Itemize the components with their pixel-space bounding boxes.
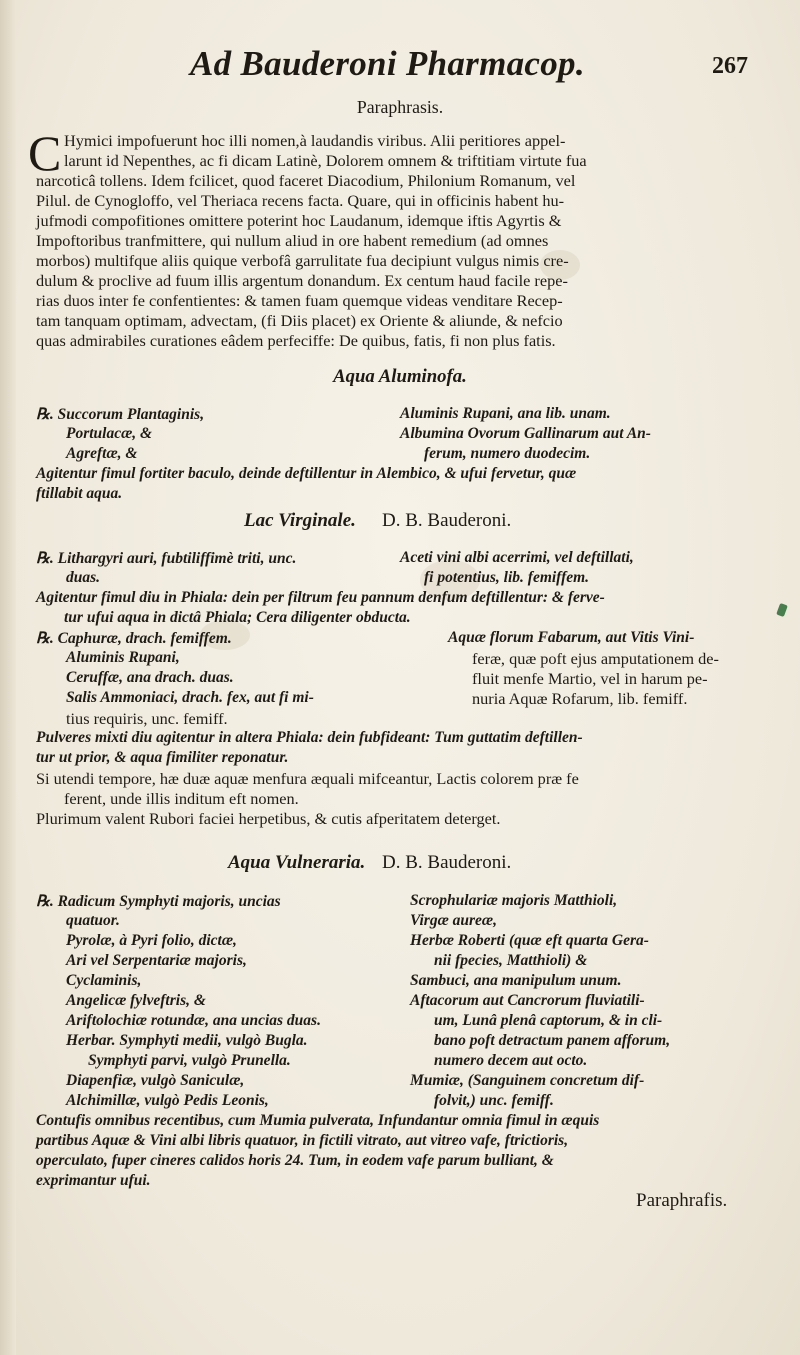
recipe-author: D. B. Bauderoni. xyxy=(382,852,512,873)
text-line: tam tanquam optimam, advectam, (fi Diis placet) ex Oriente & aliunde, & nefcio xyxy=(36,311,563,330)
ingredient-line: numero decem aut octo. xyxy=(434,1052,588,1069)
ingredient-line: Aftacorum aut Cancrorum fluviatili- xyxy=(410,992,645,1009)
text-line: dulum & proclive ad fuum illis argentum donandum. Ex centum haud facile repe- xyxy=(36,271,568,290)
text-line: Pilul. de Cynogloffo, vel Theriaca recens facta. Quare, qui in officinis habent hu- xyxy=(36,191,565,210)
section-heading-paraphrasis: Paraphrasis. xyxy=(356,97,444,117)
ingredient-line: fluit menfe Martio, vel in harum pe- xyxy=(472,669,708,688)
ingredient-line: Pyrolæ, à Pyri folio, dictæ, xyxy=(66,932,237,949)
ingredient-line: feræ, quæ poft ejus amputationem de- xyxy=(472,649,719,668)
ink-mark xyxy=(776,603,788,617)
ingredient-line: Mumiæ, (Sanguinem concretum dif- xyxy=(410,1072,645,1089)
ingredient-line: Alchimillæ, vulgò Pedis Leonis, xyxy=(66,1092,269,1109)
text-line: Plurimum valent Rubori faciei herpetibus, & cutis afperitatem deterget. xyxy=(36,809,501,828)
recipe-heading: Aqua Vulneraria. xyxy=(228,852,366,873)
ingredient-line: quatuor. xyxy=(66,912,120,929)
ingredient-line: Ariftolochiæ rotundæ, ana uncias duas. xyxy=(66,1012,321,1029)
ingredient-line: Herbæ Roberti (quæ eft quarta Gera- xyxy=(410,932,649,949)
instruction-line: Agitentur fimul diu in Phiala: dein per filtrum feu pannum denfum deftillentur: & ferve- xyxy=(36,589,605,606)
ingredient-line: bano poft detractum panem afforum, xyxy=(434,1032,671,1049)
ingredient-line: ℞. Lithargyri auri, fubtiliffimè triti, unc. xyxy=(36,550,297,567)
text-line: morbos) multifque aliis quique verbofâ garrulitate fua decipiunt vulgus nimis cre- xyxy=(36,251,569,270)
ingredient-line: Aluminis Rupani, ana lib. unam. xyxy=(400,405,611,422)
instruction-line: tur ut prior, & aqua fimiliter reponatur. xyxy=(36,749,289,766)
ingredient-line: Diapenfiæ, vulgò Saniculæ, xyxy=(66,1072,245,1089)
ingredient-line: Portulacæ, & xyxy=(66,425,153,442)
ingredient-line: ℞. Caphuræ, drach. femiffem. xyxy=(36,630,232,647)
instruction-line: tur ufui aqua in dictâ Phiala; Cera diligenter obducta. xyxy=(64,609,411,626)
instruction-line: partibus Aquæ & Vini albi libris quatuor, in fictili vitrato, aut vitreo vafe, ftrictioris, xyxy=(36,1132,569,1149)
ingredient-line: ferum, numero duodecim. xyxy=(424,445,591,462)
text-line: jufmodi compofitiones omittere poterint hoc Laudanum, idemque iftis Agyrtis & xyxy=(36,211,562,230)
text-line: ferent, unde illis inditum eft nomen. xyxy=(64,789,299,808)
text-line: Si utendi tempore, hæ duæ aquæ menfura æquali mifceantur, Lactis colorem præ fe xyxy=(36,769,579,788)
ingredient-line: Aluminis Rupani, xyxy=(66,649,180,666)
page-number: 267 xyxy=(712,53,748,79)
recipe-author: D. B. Bauderoni. xyxy=(382,510,512,531)
instruction-line: operculato, fuper cineres calidos horis 24. Tum, in eodem vafe parum bulliant, & xyxy=(36,1152,554,1169)
ingredient-line: Scrophulariæ majoris Matthioli, xyxy=(410,892,618,909)
instruction-line: exprimantur ufui. xyxy=(36,1172,151,1189)
ingredient-line: Albumina Ovorum Gallinarum aut An- xyxy=(400,425,651,442)
ingredient-line: Herbar. Symphyti medii, vulgò Bugla. xyxy=(66,1032,308,1049)
recipe-heading: Aqua Aluminofa. xyxy=(333,366,467,387)
ingredient-line: Sambuci, ana manipulum unum. xyxy=(410,972,622,989)
ingredient-line: fi potentius, lib. femiffem. xyxy=(424,569,590,586)
ingredient-line: Aceti vini albi acerrimi, vel deftillati, xyxy=(400,549,634,566)
ingredient-line: Ari vel Serpentariæ majoris, xyxy=(66,952,247,969)
ingredient-line: Angelicæ fylveftris, & xyxy=(66,992,206,1009)
text-line: Impoftoribus tranfmittere, qui nullum aliud in ore habent remedium (ad omnes xyxy=(36,231,549,250)
text-line: larunt id Nepenthes, ac fi dicam Latinè, Dolorem omnem & triftitiam virtute fua xyxy=(64,151,587,170)
text-line: quas admirabiles curationes eâdem perfeciffe: De quibus, fatis, fi non plus fatis. xyxy=(36,331,556,350)
instruction-line: ftillabit aqua. xyxy=(36,485,123,502)
ingredient-line: Symphyti parvi, vulgò Prunella. xyxy=(88,1052,291,1069)
ingredient-line: Virgæ aureæ, xyxy=(410,912,497,929)
ingredient-line: um, Lunâ plenâ captorum, & in cli- xyxy=(434,1012,663,1029)
instruction-line: Agitentur fimul fortiter baculo, deinde deftillentur in Alembico, & ufui fervetur, quæ xyxy=(36,465,577,482)
ingredient-line: Cyclaminis, xyxy=(66,972,142,989)
ingredient-line: nuria Aquæ Rofarum, lib. femiff. xyxy=(472,689,688,708)
instruction-line: Pulveres mixti diu agitentur in altera Phiala: dein fubfideant: Tum guttatim deftillen- xyxy=(36,729,583,746)
ingredient-line: ℞. Radicum Symphyti majoris, uncias xyxy=(36,893,281,910)
instruction-line: Contufis omnibus recentibus, cum Mumia pulverata, Infundantur omnia fimul in æquis xyxy=(36,1112,600,1129)
catchword: Paraphrafis. xyxy=(636,1190,728,1211)
ingredient-line: folvit,) unc. femiff. xyxy=(434,1092,554,1109)
text-line: Hymici impofuerunt hoc illi nomen,à laudandis viribus. Alii peritiores appel- xyxy=(64,131,566,150)
ingredient-line: tius requiris, unc. femiff. xyxy=(66,709,228,728)
ingredient-line: Agreftæ, & xyxy=(66,445,138,462)
ingredient-line: ℞. Succorum Plantaginis, xyxy=(36,406,205,423)
drop-cap: C xyxy=(28,125,62,181)
text-line: narcoticâ tollens. Idem fcilicet, quod faceret Diacodium, Philonium Romanum, vel xyxy=(36,171,576,190)
page-gutter-shadow xyxy=(0,0,16,1355)
ingredient-line: Aquæ florum Fabarum, aut Vitis Vini- xyxy=(448,629,695,646)
running-title: Ad Bauderoni Pharmacop. xyxy=(190,44,585,83)
text-line: rias duos inter fe confentientes: & tamen fuam quemque videas venditare Recep- xyxy=(36,291,563,310)
ingredient-line: Salis Ammoniaci, drach. fex, aut fi mi- xyxy=(66,689,314,706)
ingredient-line: Ceruffæ, ana drach. duas. xyxy=(66,669,234,686)
ingredient-line: nii fpecies, Matthioli) & xyxy=(434,952,588,969)
ingredient-line: duas. xyxy=(66,569,101,586)
recipe-heading: Lac Virginale. xyxy=(244,510,356,531)
